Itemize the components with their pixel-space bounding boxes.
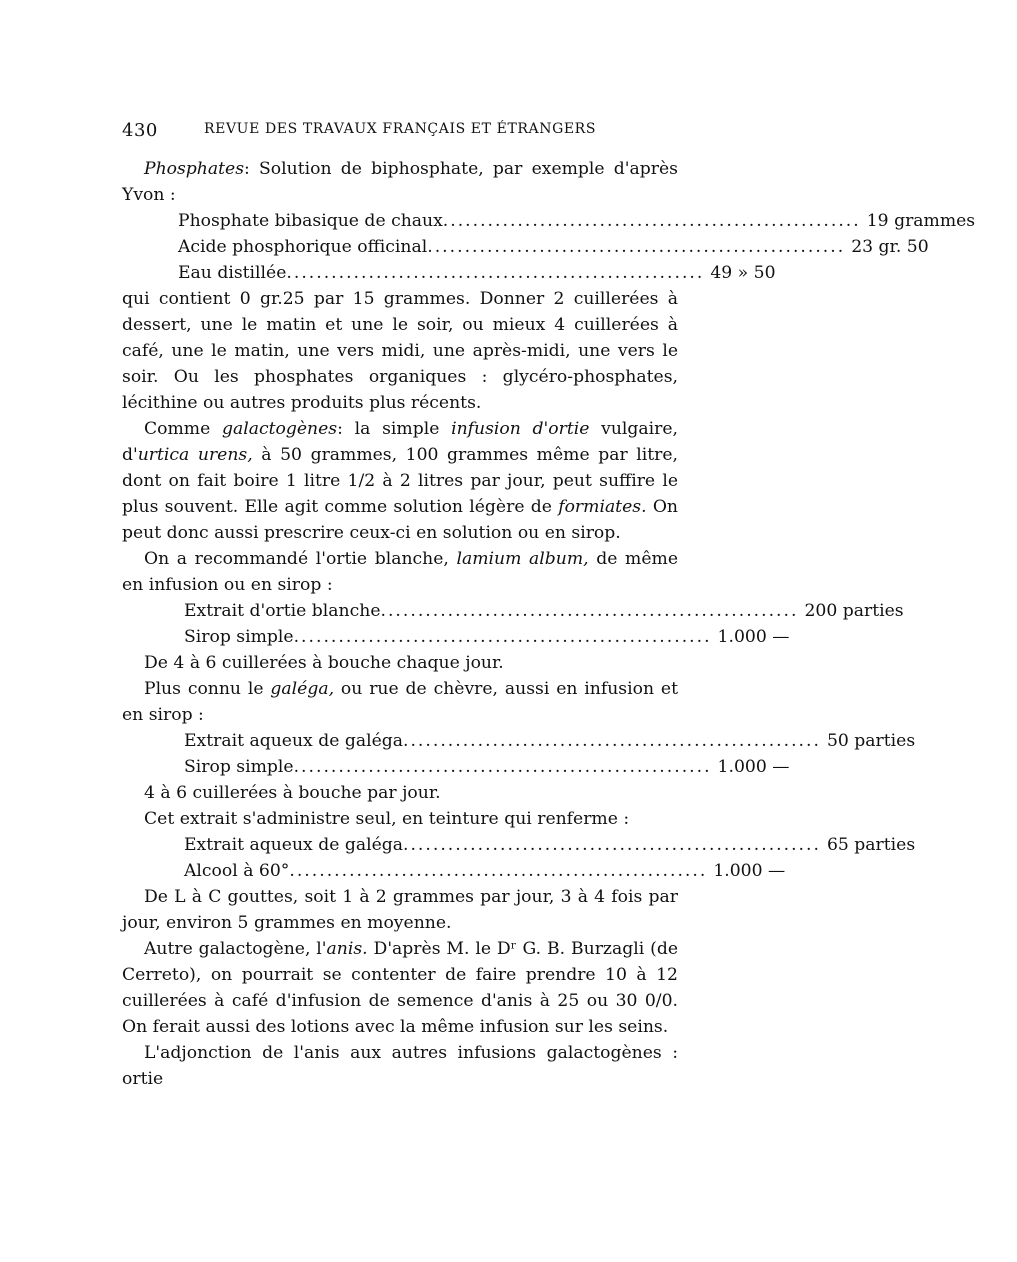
text-run: D'après M. le Dʳ G. B. Burzagli (de Cerreto), on pourrait se contenter de faire prendre 10 à 12 cuillerées à café d'infusion de semence d'anis à 25 ou 30 0/0. On ferait aussi des lotions avec la même infusion sur les seins.: [122, 939, 678, 1037]
text-run: : la simple: [337, 419, 452, 439]
term-galactogenes: galactogènes: [222, 419, 338, 439]
recipe-galega-teinture: [122, 832, 916, 884]
paragraph-ortie-blanche: [122, 546, 678, 598]
leader-dots: ........................................................: [442, 211, 861, 231]
term-infusion-ortie: infusion d'ortie: [451, 419, 590, 439]
leader-dots: ........................................................: [403, 731, 821, 751]
text-run: à 50 grammes, 100 grammes même par litre, dont on fait boire 1 litre 1/2 à 2 litres par jour, peut suffire le plus souvent. Elle agit comme solution légère de: [122, 445, 679, 517]
page-number: 430: [122, 120, 158, 141]
leader-dots: ........................................................: [286, 263, 705, 283]
ingredient-quantity: 23 gr. 50: [851, 237, 929, 257]
paragraph-galega: [122, 676, 678, 728]
paragraph-ortie: [122, 416, 678, 546]
recipe-row: [184, 754, 790, 780]
paragraph-teinture: Cet extrait s'administre seul, en teinture qui renferme :: [144, 809, 630, 829]
paragraph-dosage-ortie: De 4 à 6 cuillerées à bouche chaque jour.: [144, 653, 504, 673]
text-run: Autre galactogène, l': [144, 939, 327, 959]
ingredient-label: Eau distillée: [178, 263, 287, 283]
term-galega: galéga,: [270, 679, 335, 699]
term-phosphates: Phosphates: [144, 159, 245, 179]
paragraph-adjonction-anis: L'adjonction de l'anis aux autres infusions galactogènes : ortie: [122, 1043, 678, 1089]
recipe-galega-sirop: [122, 728, 916, 780]
ingredient-label: Sirop simple: [184, 757, 294, 777]
leader-dots: ........................................................: [293, 757, 712, 777]
term-lamium-album: lamium album,: [456, 549, 589, 569]
leader-dots: ........................................................: [427, 237, 846, 257]
ingredient-quantity: 49 » 50: [710, 263, 776, 283]
ingredient-label: Sirop simple: [184, 627, 294, 647]
recipe-ortie-blanche: [122, 598, 904, 650]
ingredient-label: Alcool à 60°: [184, 861, 290, 881]
ingredient-label: Extrait aqueux de galéga: [184, 731, 403, 751]
leader-dots: ........................................................: [289, 861, 708, 881]
recipe-row: [178, 260, 776, 286]
term-anis: anis.: [326, 939, 368, 959]
text-run: Comme: [144, 419, 222, 439]
recipe-row: [178, 234, 929, 260]
text-run: de même en infusion ou en sirop :: [122, 549, 678, 595]
ingredient-quantity: 65 parties: [826, 835, 916, 855]
ingredient-quantity: 200 parties: [804, 601, 904, 621]
ingredient-quantity: 1.000 —: [717, 627, 790, 647]
paragraph-dosage-galega: 4 à 6 cuillerées à bouche par jour.: [144, 783, 441, 803]
recipe-row: [184, 858, 786, 884]
text-run: ou rue de chèvre, aussi en infusion et en sirop :: [122, 679, 678, 725]
recipe-phosphates: [122, 208, 976, 286]
text-run: vulgaire, d': [122, 419, 679, 465]
text-run: On peut donc aussi prescrire ceux-ci en solution ou en sirop.: [122, 497, 678, 543]
text-run: On a recommandé l'ortie blanche,: [144, 549, 457, 569]
paragraph-text: : Solution de biphosphate, par exemple d'après Yvon :: [122, 159, 678, 205]
paragraph-dosage-teinture: De L à C gouttes, soit 1 à 2 grammes par jour, 3 à 4 fois par jour, environ 5 grammes en moyenne.: [122, 887, 678, 933]
leader-dots: ........................................................: [403, 835, 821, 855]
recipe-row: [184, 832, 916, 858]
recipe-row: [178, 208, 976, 234]
ingredient-label: Extrait d'ortie blanche: [184, 601, 381, 621]
leader-dots: ........................................................: [380, 601, 799, 621]
ingredient-quantity: 1.000 —: [717, 757, 790, 777]
paragraph-dosage-phosphates: qui contient 0 gr.25 par 15 grammes. Donner 2 cuillerées à dessert, une le matin et une le soir, ou mieux 4 cuillerées à café, une le matin, une vers midi, une après-midi, une vers le soir. Ou les phosphates organiques : glycéro-phosphates, lécithine ou autres produits plus récents.: [122, 289, 678, 413]
ingredient-quantity: 19 grammes: [866, 211, 976, 231]
page-body: [122, 156, 976, 1092]
term-urtica-urens: urtica urens,: [137, 445, 253, 465]
ingredient-quantity: 1.000 —: [713, 861, 786, 881]
term-formiates: formiates.: [558, 497, 647, 517]
recipe-row: [184, 598, 904, 624]
ingredient-label: Acide phosphorique officinal: [178, 237, 428, 257]
text-run: Plus connu le: [144, 679, 271, 699]
leader-dots: ........................................................: [293, 627, 712, 647]
running-header: [122, 120, 678, 141]
paragraph-anis: [122, 936, 678, 1040]
ingredient-label: Extrait aqueux de galéga: [184, 835, 403, 855]
recipe-row: [184, 728, 916, 754]
ingredient-label: Phosphate bibasique de chaux: [178, 211, 443, 231]
ingredient-quantity: 50 parties: [826, 731, 916, 751]
paragraph-phosphates: [122, 156, 678, 208]
recipe-row: [184, 624, 790, 650]
running-title: REVUE DES TRAVAUX FRANÇAIS ET ÉTRANGERS: [204, 121, 597, 137]
